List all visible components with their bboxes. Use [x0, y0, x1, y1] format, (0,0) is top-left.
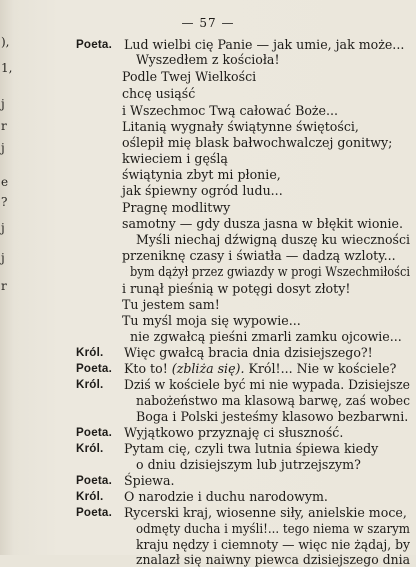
text-line: Litanią wygnały świątynne świętości,	[122, 119, 359, 134]
margin-mark: r	[1, 119, 7, 133]
margin-mark: j	[1, 221, 5, 235]
text-line: Tu jestem sam!	[122, 297, 220, 312]
text-line: oślepił mię blask bałwochwalczej gonitwy;	[122, 135, 393, 150]
text-line: przeniknę czasy i światła — dadzą wzloty...	[122, 248, 396, 263]
text-fragment: Król!... Nie w kościele?	[248, 361, 397, 376]
text-line: Podle Twej Wielkości	[122, 69, 257, 84]
speaker-krol: Król.	[76, 378, 104, 391]
text-line: Lud wielbi cię Panie — jak umie, jak może...	[124, 37, 405, 52]
text-line: Pragnę modlitwy	[122, 200, 231, 215]
text-line: i Wszechmoc Twą całować Boże...	[122, 103, 339, 118]
text-line: Więc gwałcą bracia dnia dzisiejszego?!	[124, 345, 373, 360]
text-fragment: Kto to!	[124, 361, 168, 376]
text-line: samotny — gdy dusza jasna w błękit wionie.	[122, 216, 403, 231]
text-line: Wyszedłem z kościoła!	[136, 52, 280, 67]
text-line: nabożeństwo ma klasową barwę, zaś wobec	[136, 393, 410, 408]
speaker-poeta: Poeta.	[76, 426, 112, 439]
text-line: kraju nędzy i ciemnoty — więc nie żądaj, by	[136, 537, 410, 552]
text-line: Śpiewa.	[124, 473, 175, 488]
stage-direction: (zbliża się).	[171, 361, 245, 376]
text-line	[124, 361, 396, 376]
text-line: i runął pieśnią w potęgi dosyt złoty!	[122, 281, 351, 296]
margin-mark: e	[1, 175, 9, 189]
margin-mark: j	[1, 97, 5, 111]
speaker-krol: Król.	[76, 442, 104, 455]
margin-mark: r	[1, 279, 7, 293]
text-line: Pytam cię, czyli twa lutnia śpiewa kiedy	[124, 441, 379, 456]
text-line: o dniu dzisiejszym lub jutrzejszym?	[136, 457, 361, 472]
speaker-poeta: Poeta.	[76, 38, 112, 51]
text-line: bym dążył przez gwiazdy w progi Wszechmiłości	[130, 264, 410, 279]
margin-mark: 1,	[1, 61, 13, 75]
text-line: O narodzie i duchu narodowym.	[124, 489, 328, 504]
speaker-poeta: Poeta.	[76, 506, 112, 519]
text-line: jak śpiewny ogród ludu...	[122, 183, 283, 198]
text-line: znalazł się naiwny piewca dzisiejszego dnia	[136, 552, 410, 567]
text-line: Rycerski kraj, wiosenne siły, anielskie moce,	[124, 505, 407, 520]
text-line: nie zgwałcą pieśni zmarli zamku ojcowie...	[130, 329, 402, 344]
text-line: Dziś w kościele być mi nie wypada. Dzisiejsze	[124, 377, 410, 392]
text-line: Wyjątkowo przyznaję ci słuszność.	[124, 425, 344, 440]
text-line: Tu myśl moja się wypowie...	[122, 313, 301, 328]
margin-mark: j	[1, 141, 5, 155]
margin-mark: j	[1, 251, 5, 265]
speaker-poeta: Poeta.	[76, 362, 112, 375]
speaker-poeta: Poeta.	[76, 474, 112, 487]
text-line: odmęty ducha i myśli!... tego niema w szarym	[136, 521, 410, 536]
text-line: świątynia zbyt mi płonie,	[122, 167, 281, 182]
text-line: Boga i Polski jesteśmy klasowo bezbarwni.	[136, 409, 409, 424]
page-number: — 57 —	[181, 16, 235, 30]
speaker-krol: Król.	[76, 346, 104, 359]
margin-mark: ?	[1, 195, 8, 209]
text-line: chcę usiąść	[122, 86, 196, 101]
text-line: Myśli niechaj dźwigną duszę ku wieczności	[136, 232, 410, 247]
speaker-krol: Król.	[76, 490, 104, 503]
margin-mark: ),	[1, 35, 10, 49]
text-line: kwieciem i gęślą	[122, 151, 228, 166]
